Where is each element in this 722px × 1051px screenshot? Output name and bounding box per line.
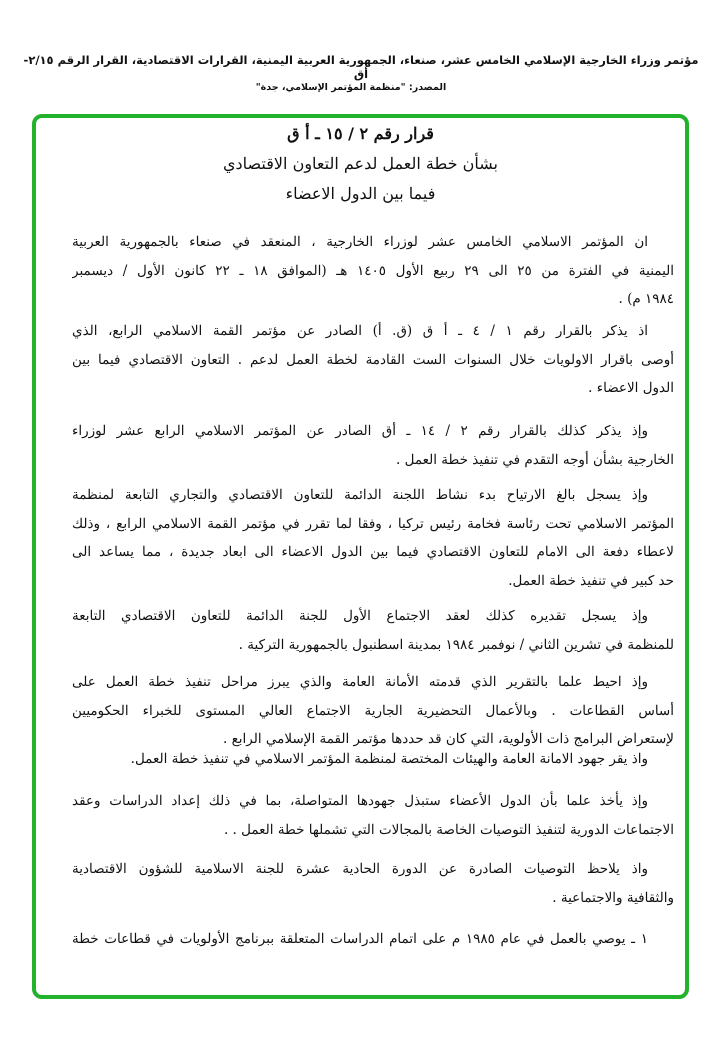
paragraph-line: وإذ يسجل تقديره كذلك لعقد الاجتماع الأول للجنة الدائمة للتعاون الاقتصادي التابعة bbox=[72, 608, 648, 624]
paragraph bbox=[72, 668, 674, 754]
paragraph-line: لاعطاء دفعة الى الامام للتعاون الاقتصادي فيما بين الدول الاعضاء الى ابعاد جديدة ، مما يساعد الى bbox=[72, 544, 674, 560]
paragraph-line: الخارجية بشأن أوجه التقدم في تنفيذ خطة العمل . bbox=[396, 451, 674, 468]
paragraph-line: وإذ يأخذ علما بأن الدول الأعضاء ستبذل جهودها المتواصلة، بما في ذلك إعداد الدراسات وعقد bbox=[72, 793, 648, 809]
document-header-title: مؤتمر وزراء الخارجية الإسلامي الخامس عشر، صنعاء، الجمهورية العربية اليمنية، القرارات الاقتصادية، القرار الرقم ٢/١٥-أق bbox=[23, 53, 699, 81]
paragraph bbox=[72, 602, 674, 659]
paragraph-line: والثقافية والاجتماعية . bbox=[552, 889, 674, 906]
paragraph-line: للمنظمة في تشرين الثاني / نوفمبر ١٩٨٤ بمدينة اسطنبول بالجمهورية التركية . bbox=[238, 636, 674, 653]
paragraph bbox=[72, 855, 674, 912]
document-frame bbox=[32, 114, 689, 999]
resolution-subject: بشأن خطة العمل لدعم التعاون الاقتصادي bbox=[223, 154, 498, 173]
paragraph bbox=[72, 745, 674, 774]
paragraph-line: الاجتماعات الدورية لتنفيذ التوصيات الخاصة بالمجالات التي تشملها خطة العمل . . bbox=[223, 821, 674, 838]
paragraph-line: وإذ يسجل بالغ الارتياح بدء نشاط اللجنة الدائمة للتعاون الاقتصادي والتجاري التابعة لمنظمة bbox=[72, 487, 648, 503]
paragraph-line: ١ ـ يوصي بالعمل في عام ١٩٨٥ م على اتمام الدراسات المتعلقة ببرنامج الأولويات في قطاعات خطة bbox=[72, 931, 648, 947]
paragraph-line: أوصى باقرار الاولويات خلال السنوات الست القادمة لخطة العمل لدعم . التعاون الاقتصادي فيما بين bbox=[72, 351, 674, 368]
paragraph-line: وإذ يذكر كذلك بالقرار رقم ٢ / ١٤ ـ أق الصادر عن المؤتمر الاسلامي الرابع عشر لوزراء bbox=[72, 423, 648, 439]
paragraph-line: الدول الاعضاء . bbox=[588, 380, 674, 396]
paragraph bbox=[72, 481, 674, 595]
paragraph bbox=[72, 417, 674, 474]
paragraph-line: ان المؤتمر الاسلامي الخامس عشر لوزراء الخارجية ، المنعقد في صنعاء بالجمهورية العربية bbox=[72, 234, 648, 250]
resolution-number: قرار رقم ٢ / ١٥ ـ أ ق bbox=[287, 124, 434, 143]
paragraph-line: واذ يلاحظ التوصيات الصادرة عن الدورة الحادية عشرة للجنة الاسلامية للشؤون الاقتصادية bbox=[72, 861, 648, 877]
paragraph bbox=[72, 228, 674, 314]
paragraph-line: حد كبير في تنفيذ خطة العمل. bbox=[508, 572, 674, 589]
paragraph-line: لإستعراض البرامج ذات الأولوية، التي كان قد حددها مؤتمر القمة الإسلامي الرابع . bbox=[223, 731, 674, 747]
paragraph-line: وإذ احيط علما بالتقرير الذي قدمته الأمانة العامة والذي يبرز مراحل تنفيذ خطة العمل على bbox=[72, 674, 648, 690]
paragraph bbox=[72, 925, 674, 954]
paragraph-line: المؤتمر الاسلامي تحت رئاسة فخامة رئيس تركيا ، وفقا لما تقرر في مؤتمر القمة الاسلامي الرابع ، وذلك bbox=[72, 515, 674, 532]
paragraph-line: ١٩٨٤ م) . bbox=[618, 291, 674, 307]
paragraph-line: أساس القطاعات . وبالأعمال التحضيرية الجارية الاجتماع العالي المستوى للخبراء الحكوميين bbox=[72, 702, 674, 719]
paragraph bbox=[72, 787, 674, 844]
paragraph bbox=[72, 317, 674, 403]
resolution-subject-line-2: فيما بين الدول الاعضاء bbox=[285, 184, 436, 203]
paragraph-line: واذ يقر جهود الامانة العامة والهيئات المختصة لمنظمة المؤتمر الاسلامي في تنفيذ خطة العمل. bbox=[130, 751, 648, 767]
document-source: المصدر: "منظمة المؤتمر الإسلامي، جدة" bbox=[255, 82, 447, 93]
paragraph-line: اذ يذكر بالقرار رقم ١ / ٤ ـ أ ق (ق. أ) الصادر عن مؤتمر القمة الاسلامي الرابع، الذي bbox=[72, 323, 648, 339]
paragraph-line: اليمنية في الفترة من ٢٥ الى ٢٩ ربيع الأول ١٤٠٥ هـ (الموافق ١٨ ـ ٢٢ كانون الأول / ديسمبر bbox=[72, 262, 674, 279]
